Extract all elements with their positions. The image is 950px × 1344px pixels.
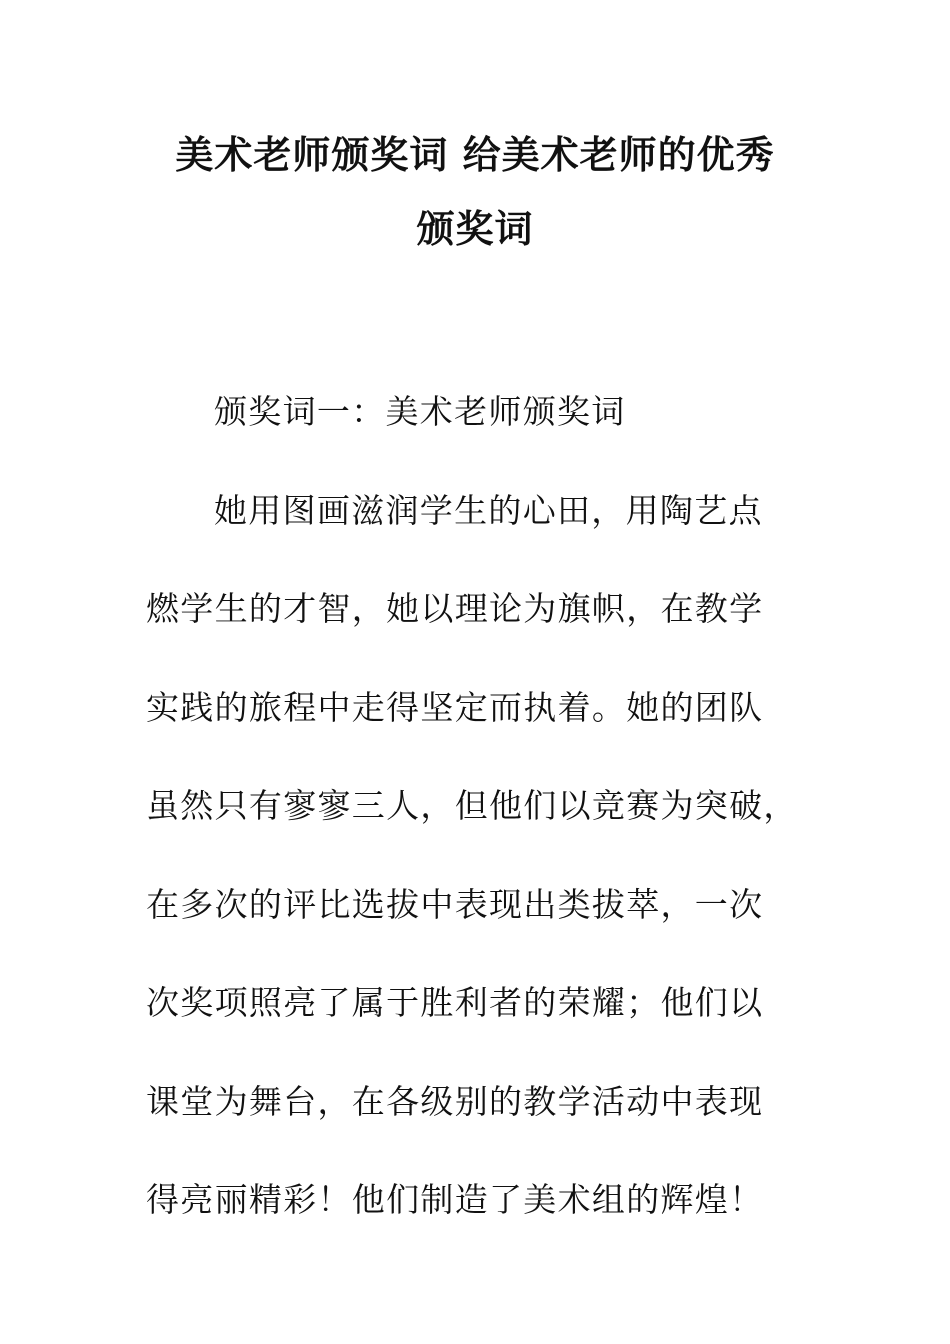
paragraph-line: 燃学生的才智，她以理论为旗帜，在教学: [146, 589, 764, 628]
document-body: [146, 363, 806, 1250]
paragraph-line: 她用图画滋润学生的心田，用陶艺点: [214, 490, 763, 530]
title-line-2: 颁奖词: [416, 207, 534, 251]
paragraph-line: 在多次的评比选拔中表现出类拔萃，一次: [146, 884, 764, 924]
paragraph-line: 虽然只有寥寥三人，但他们以竞赛为突破，: [146, 786, 798, 825]
title-line-1: 美术老师颁奖词 给美术老师的优秀: [175, 133, 775, 177]
document-title: [120, 118, 830, 266]
section-heading: 颁奖词一：美术老师颁奖词: [214, 392, 626, 431]
paragraph-line: 课堂为舞台，在各级别的教学活动中表现: [146, 1081, 764, 1121]
paragraph-line: 次奖项照亮了属于胜利者的荣耀；他们以: [146, 983, 764, 1022]
paragraph-line: 实践的旅程中走得坚定而执着。她的团队: [146, 687, 764, 727]
paragraph-line: 得亮丽精彩！他们制造了美术组的辉煌！: [146, 1180, 764, 1219]
